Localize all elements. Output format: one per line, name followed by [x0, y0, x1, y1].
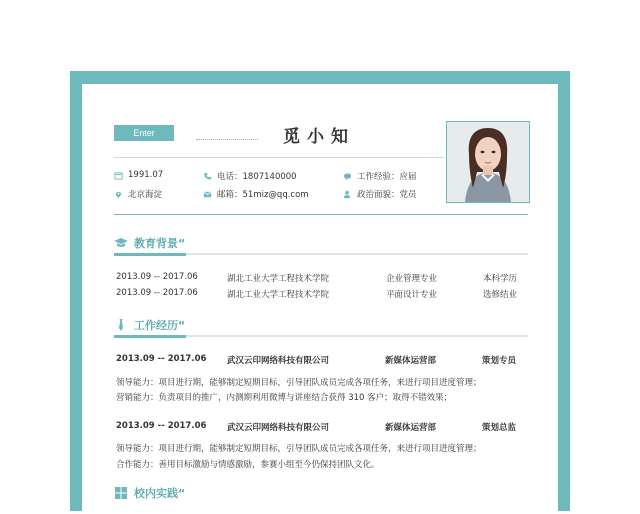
mail-icon: [203, 190, 212, 199]
birth-text: 1991.07: [128, 170, 164, 180]
job-detail-line: 领导能力：项目进行期，能够制定短期目标，引导团队成员完成各项任务，来进行项目进度管理；: [116, 378, 482, 388]
calendar-icon: [114, 171, 123, 180]
edu-major: 平面设计专业: [386, 290, 438, 300]
email-info: [203, 188, 309, 200]
job-role: 策划专员: [482, 356, 517, 366]
edu-period: 2013.09 -- 2017.06: [116, 272, 198, 282]
edu-period: 2013.09 -- 2017.06: [116, 288, 198, 298]
profile-photo: [446, 121, 530, 203]
job-detail-line: 领导能力：项目进行期，能够制定短期目标，引导团队成员完成各项任务，来进行项目进度管理；: [116, 444, 482, 454]
job-period: 2013.09 -- 2017.06: [116, 354, 207, 364]
education-row: [116, 288, 528, 300]
job-role: 策划总监: [482, 423, 517, 433]
location-info: [114, 188, 162, 200]
job-company: 武汉云印网络科技有限公司: [227, 423, 330, 433]
politics-info: [343, 188, 417, 200]
birth-info: [114, 170, 163, 180]
windows-icon: [114, 487, 128, 499]
tie-icon: [114, 319, 128, 331]
experience-info: [343, 170, 417, 182]
edu-school: 湖北工业大学工程技术学院: [227, 290, 330, 300]
job-header-row: [116, 354, 528, 366]
edu-degree: 本科学历: [483, 274, 518, 284]
job-detail-line: 合作能力：善用目标激励与情感激励，参赛小组至今仍保持团队文化。: [116, 460, 380, 470]
info-divider: [114, 214, 528, 215]
practice-title: 校内实践“: [134, 487, 186, 500]
education-row: [116, 272, 528, 284]
education-section-title: [114, 235, 185, 251]
chat-icon: [343, 172, 352, 181]
practice-section-title: [114, 485, 185, 501]
email-text: 邮箱：51miz@qq.com: [217, 190, 309, 200]
job-header-row: [116, 421, 528, 433]
location-icon: [114, 190, 123, 199]
graduation-cap-icon: [114, 237, 128, 249]
job-period: 2013.09 -- 2017.06: [116, 421, 207, 431]
job-dept: 新媒体运营部: [385, 423, 437, 433]
education-bar: [114, 253, 528, 255]
enter-badge: Enter: [114, 125, 174, 141]
education-title: 教育背景“: [134, 237, 186, 250]
edu-major: 企业管理专业: [386, 274, 438, 284]
job-dept: 新媒体运营部: [385, 356, 437, 366]
work-title: 工作经历“: [134, 319, 186, 332]
experience-text: 工作经验：应届: [357, 172, 417, 182]
job-detail-line: 营销能力：负责项目的推广，内测期利用微博与讲座结合获得 310 客户；取得不错效果；: [116, 393, 453, 403]
header-divider: [114, 157, 444, 158]
work-section-title: [114, 317, 185, 333]
dotted-divider: [196, 139, 258, 140]
politics-text: 政治面貌：党员: [357, 190, 417, 200]
user-icon: [343, 190, 352, 199]
edu-school: 湖北工业大学工程技术学院: [227, 274, 330, 284]
candidate-name: 觅小知: [283, 127, 355, 147]
edu-degree: 选修结业: [483, 290, 518, 300]
location-text: 北京海淀: [128, 190, 163, 200]
phone-icon: [203, 172, 212, 181]
phone-text: 电话：1807140000: [217, 172, 297, 182]
work-bar: [114, 335, 528, 337]
job-company: 武汉云印网络科技有限公司: [227, 356, 330, 366]
phone-info: [203, 170, 297, 182]
